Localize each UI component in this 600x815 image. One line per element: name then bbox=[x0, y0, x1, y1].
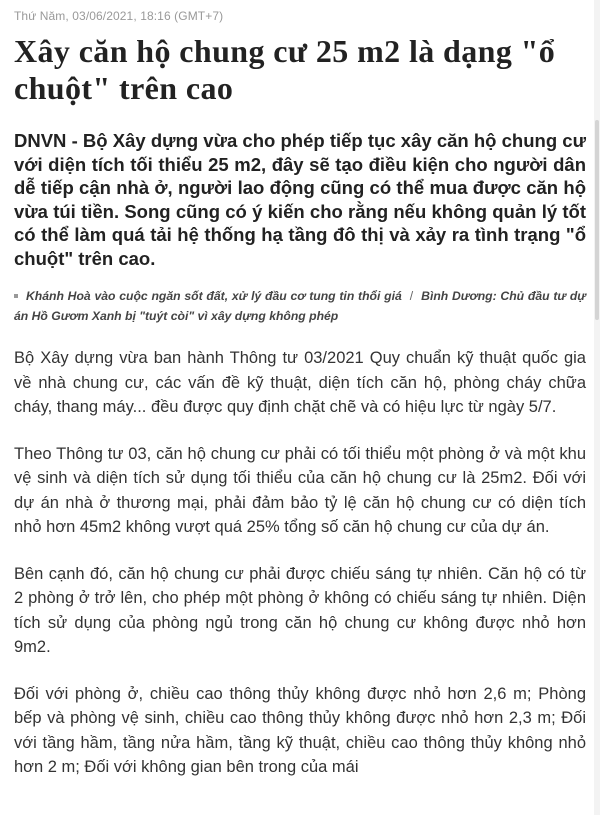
article-body bbox=[14, 346, 586, 780]
article-title: Xây căn hộ chung cư 25 m2 là dạng "ổ chuột" trên cao bbox=[14, 33, 556, 106]
related-link-2[interactable]: Bình Dương: Chủ đầu tư dự án Hồ Gươm Xanh bị "tuýt còi" vì xây dựng không phép bbox=[14, 289, 586, 323]
related-link-1[interactable]: Khánh Hoà vào cuộc ngăn sốt đất, xử lý đầu cơ tung tin thổi giá bbox=[26, 289, 402, 303]
publish-dateline: Thứ Năm, 03/06/2021, 18:16 (GMT+7) bbox=[14, 9, 224, 23]
article-container bbox=[14, 0, 586, 780]
body-paragraph: Bên cạnh đó, căn hộ chung cư phải được chiếu sáng tự nhiên. Căn hộ có từ 2 phòng ở trở lên, cho phép một phòng ở không có chiếu sáng tự nhiên. Diện tích sử dụng của phòng ngủ trong căn hộ chung cư không được nhỏ hơn 9m2. bbox=[14, 564, 586, 656]
body-paragraph: Theo Thông tư 03, căn hộ chung cư phải có tối thiểu một phòng ở và một khu vệ sinh và diện tích sử dụng tối thiểu của căn hộ chung cư là 25m2. Đối với dự án nhà ở thương mại, phải đảm bảo tỷ lệ căn hộ chung cư có diện tích nhỏ hơn 45m2 không vượt quá 25% tổng số căn hộ chung cư của dự án. bbox=[14, 444, 586, 536]
scrollbar-thumb[interactable] bbox=[595, 120, 599, 320]
body-paragraph: Bộ Xây dựng vừa ban hành Thông tư 03/2021 Quy chuẩn kỹ thuật quốc gia về nhà chung cư, các vấn đề kỹ thuật, diện tích căn hộ, phòng cháy chữa cháy, thang máy... đều được quy định chặt chẽ và có hiệu lực từ ngày 5/7. bbox=[14, 349, 586, 416]
bullet-icon bbox=[14, 294, 18, 298]
related-links bbox=[14, 286, 586, 326]
related-separator: / bbox=[409, 289, 414, 303]
scrollbar[interactable] bbox=[594, 0, 600, 815]
article-sapo: DNVN - Bộ Xây dựng vừa cho phép tiếp tục xây căn hộ chung cư với diện tích tối thiểu 25 m2, đây sẽ tạo điều kiện cho người dân dễ tiếp cận nhà ở, người lao động cũng có thể mua được căn hộ vừa túi tiền. Song cũng có ý kiến cho rằng nếu không quản lý tốt có thể làm quá tải hệ thống hạ tầng đô thị và xảy ra tình trạng "ổ chuột" trên cao. bbox=[14, 130, 586, 269]
body-paragraph: Đối với phòng ở, chiều cao thông thủy không được nhỏ hơn 2,6 m; Phòng bếp và phòng vệ sinh, chiều cao thông thủy không được nhỏ hơn 2,3 m; Đối với tầng hầm, tầng nửa hầm, tầng kỹ thuật, chiều cao thông thủy không nhỏ hơn 2 m; Đối với không gian bên trong của mái bbox=[14, 684, 586, 776]
